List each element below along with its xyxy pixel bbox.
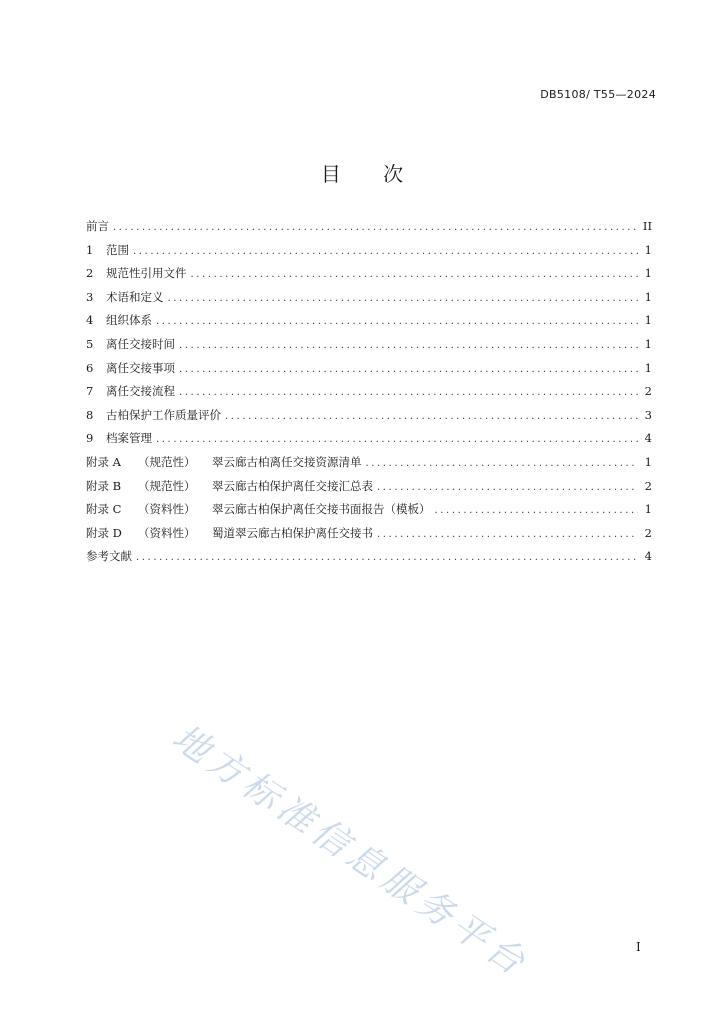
- toc-leader-dots: [136, 552, 638, 563]
- toc-item-page: 1: [644, 336, 652, 351]
- toc-item-8[interactable]: [86, 407, 652, 431]
- toc-item-label: 前言: [86, 219, 109, 233]
- toc-item-label: 规范性引用文件: [106, 266, 187, 281]
- toc-item-page: 1: [644, 360, 652, 375]
- toc-item-page: 3: [644, 407, 652, 422]
- toc-leader-dots: [435, 505, 639, 516]
- toc-item-4[interactable]: [86, 312, 652, 336]
- toc-item-label: 范围: [106, 242, 129, 257]
- appendix-label: 翠云廊古柏离任交接资源清单: [212, 454, 362, 469]
- toc-item-page: 2: [644, 525, 652, 540]
- appendix-label: 蜀道翠云廊古柏保护离任交接书: [212, 525, 373, 540]
- toc-leader-dots: [225, 411, 638, 422]
- toc-item-page: 1: [644, 313, 652, 328]
- appendix-type: （资料性）: [138, 525, 196, 540]
- toc-item-5[interactable]: [86, 336, 652, 360]
- toc-item-6[interactable]: [86, 360, 652, 384]
- toc-item-label: 古柏保护工作质量评价: [106, 407, 221, 422]
- toc-item-number: 2: [86, 266, 94, 281]
- toc-item-page: 1: [644, 266, 652, 281]
- toc-item-number: 5: [86, 336, 94, 351]
- appendix-id: 附录 B: [86, 478, 122, 493]
- toc-item-9[interactable]: [86, 430, 652, 454]
- toc-item-number: 4: [86, 313, 94, 328]
- toc-appendix-d[interactable]: [86, 525, 652, 549]
- toc-item-page: 4: [644, 431, 652, 446]
- appendix-id: 附录 D: [86, 525, 122, 540]
- toc-item-number: 1: [86, 242, 94, 257]
- appendix-id: 附录 A: [86, 454, 121, 469]
- appendix-label: 翠云廊古柏保护离任交接书面报告（模板）: [212, 502, 431, 517]
- toc-item-number: 3: [86, 289, 94, 304]
- toc-item-page: 1: [644, 454, 652, 469]
- toc-item-label: 参考文献: [86, 549, 132, 564]
- toc-leader-dots: [179, 364, 638, 375]
- watermark-text: 地方标准信息服务平台: [164, 716, 536, 986]
- toc-item-page: 2: [644, 478, 652, 493]
- toc-item-1[interactable]: [86, 242, 652, 266]
- toc-item-page: 4: [644, 549, 652, 564]
- toc-leader-dots: [179, 387, 638, 398]
- toc-item-page: 1: [644, 289, 652, 304]
- toc-item-label: 术语和定义: [106, 289, 164, 304]
- toc-item-page: 2: [644, 384, 652, 399]
- appendix-type: （规范性）: [138, 454, 196, 469]
- toc-item-2[interactable]: [86, 265, 652, 289]
- toc-item-label: 离任交接时间: [106, 336, 175, 351]
- appendix-type: （资料性）: [138, 502, 196, 517]
- toc-item-label: 档案管理: [106, 431, 152, 446]
- table-of-contents: [86, 218, 652, 572]
- page-number: I: [636, 940, 641, 954]
- toc-item-3[interactable]: [86, 289, 652, 313]
- appendix-type: （规范性）: [138, 478, 196, 493]
- toc-item-references[interactable]: [86, 548, 652, 572]
- toc-item-foreword[interactable]: [86, 218, 652, 242]
- toc-leader-dots: [156, 434, 638, 445]
- toc-item-number: 8: [86, 407, 94, 422]
- toc-leader-dots: [366, 458, 639, 469]
- toc-leader-dots: [133, 246, 638, 257]
- toc-leader-dots: [377, 482, 638, 493]
- toc-item-label: 离任交接事项: [106, 360, 175, 375]
- toc-leader-dots: [113, 222, 638, 233]
- appendix-id: 附录 C: [86, 502, 122, 517]
- toc-item-page: II: [642, 219, 652, 233]
- appendix-label: 翠云廊古柏保护离任交接汇总表: [212, 478, 373, 493]
- toc-leader-dots: [156, 316, 638, 327]
- toc-item-7[interactable]: [86, 383, 652, 407]
- toc-appendix-c[interactable]: [86, 501, 652, 525]
- toc-item-page: 1: [644, 242, 652, 257]
- toc-leader-dots: [377, 529, 638, 540]
- toc-item-number: 6: [86, 360, 94, 375]
- toc-leader-dots: [168, 293, 639, 304]
- toc-item-label: 离任交接流程: [106, 384, 175, 399]
- toc-item-number: 9: [86, 431, 94, 446]
- toc-item-number: 7: [86, 384, 94, 399]
- standard-code: DB5108/ T55—2024: [540, 88, 656, 101]
- toc-appendix-a[interactable]: [86, 454, 652, 478]
- toc-leader-dots: [191, 269, 639, 280]
- toc-item-label: 组织体系: [106, 313, 152, 328]
- toc-item-page: 1: [644, 502, 652, 517]
- toc-appendix-b[interactable]: [86, 478, 652, 502]
- toc-leader-dots: [179, 340, 638, 351]
- page-title: 目 次: [320, 162, 422, 186]
